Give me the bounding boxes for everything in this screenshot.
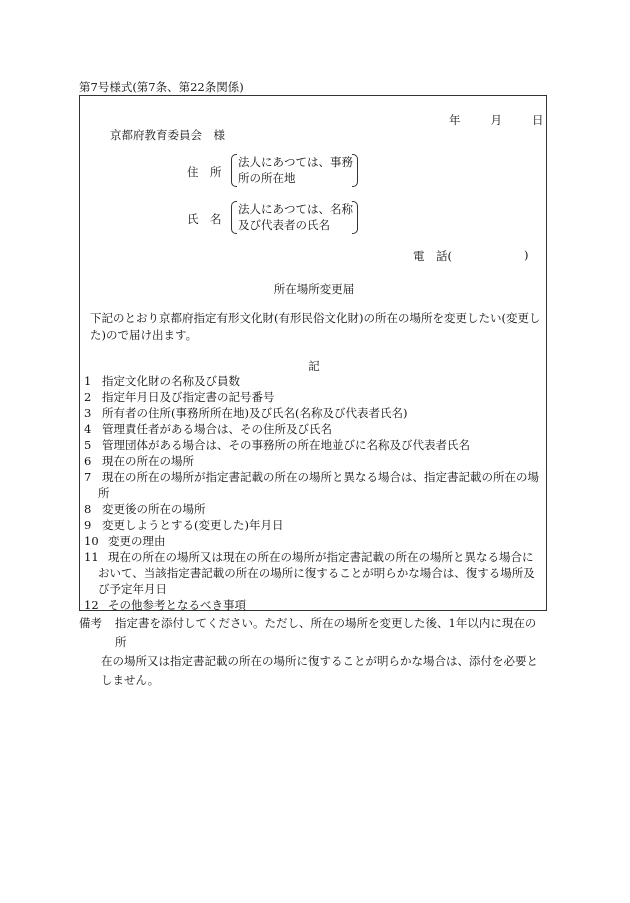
remarks-label: 備考: [79, 616, 102, 630]
list-item: 10 変更の理由: [84, 534, 166, 548]
body-text: 下記のとおり京都府指定有形文化財(有形民俗文化財)の所在の場所を変更したい(変更した)ので届け出ます。: [90, 311, 541, 342]
phone-label: 電 話(: [413, 249, 452, 263]
list-item: 9 変更しようとする(変更した)年月日: [84, 518, 284, 532]
date-month: 月: [490, 113, 502, 127]
address-bracket-right: [352, 154, 358, 187]
remarks-line: 在の場所又は指定書記載の所在の場所に復することが明らかな場合は、添付を必要と: [101, 654, 538, 668]
list-item: 11 現在の所在の場所又は現在の所在の場所が指定書記載の所在の場所と異なる場合に: [84, 550, 534, 564]
remarks-line: しません。: [101, 673, 160, 687]
list-item: 5 管理団体がある場合は、その事務所の所在地並びに名称及び代表者氏名: [84, 438, 470, 452]
list-item: 1 指定文化財の名称及び員数: [84, 374, 240, 388]
form-number-heading: 第7号様式(第7条、第22条関係): [79, 80, 244, 94]
name-label: 氏 名: [187, 212, 222, 226]
list-item: 7 現在の所在の場所が指定書記載の所在の場所と異なる場合は、指定書記載の所在の場: [84, 470, 539, 484]
address-note: 法人にあつては、事務 所の所在地: [238, 155, 353, 185]
name-bracket-right: [352, 201, 358, 234]
remarks-line: 指定書を添付してください。ただし、所在の場所を変更した後、1年以内に現在の所: [115, 616, 537, 649]
list-item: 8 変更後の所在の場所: [84, 502, 206, 516]
remarks: [79, 614, 547, 690]
list-item-continuation: 所: [98, 486, 110, 500]
date-year: 年: [449, 113, 461, 127]
list-item: 2 指定年月日及び指定書の記号番号: [84, 390, 275, 404]
name-note: 法人にあつては、名称 及び代表者の氏名: [238, 202, 353, 232]
list-item: 6 現在の所在の場所: [84, 454, 194, 468]
name-bracket-left: [231, 201, 237, 234]
addressee: 京都府教育委員会 様: [110, 128, 225, 142]
document-title: 所在場所変更届: [273, 282, 355, 296]
address-bracket-left: [231, 154, 237, 187]
list-item: 4 管理責任者がある場合は、その住所及び氏名: [84, 422, 332, 436]
date-line: [449, 112, 544, 128]
list-item: 12 その他参考となるべき事項: [84, 598, 246, 612]
form-frame: [79, 95, 547, 611]
date-day: 日: [532, 113, 544, 127]
ki-heading: 記: [308, 359, 320, 373]
address-label: 住 所: [187, 165, 222, 179]
list-item-continuation: おいて、当該指定書記載の所在の場所に復することが明らかな場合は、復する場所及び予定年月日: [98, 566, 535, 596]
item-list: [84, 373, 544, 613]
list-item: 3 所有者の住所(事務所所在地)及び氏名(名称及び代表者氏名): [84, 406, 408, 420]
phone-close: ): [524, 248, 529, 262]
